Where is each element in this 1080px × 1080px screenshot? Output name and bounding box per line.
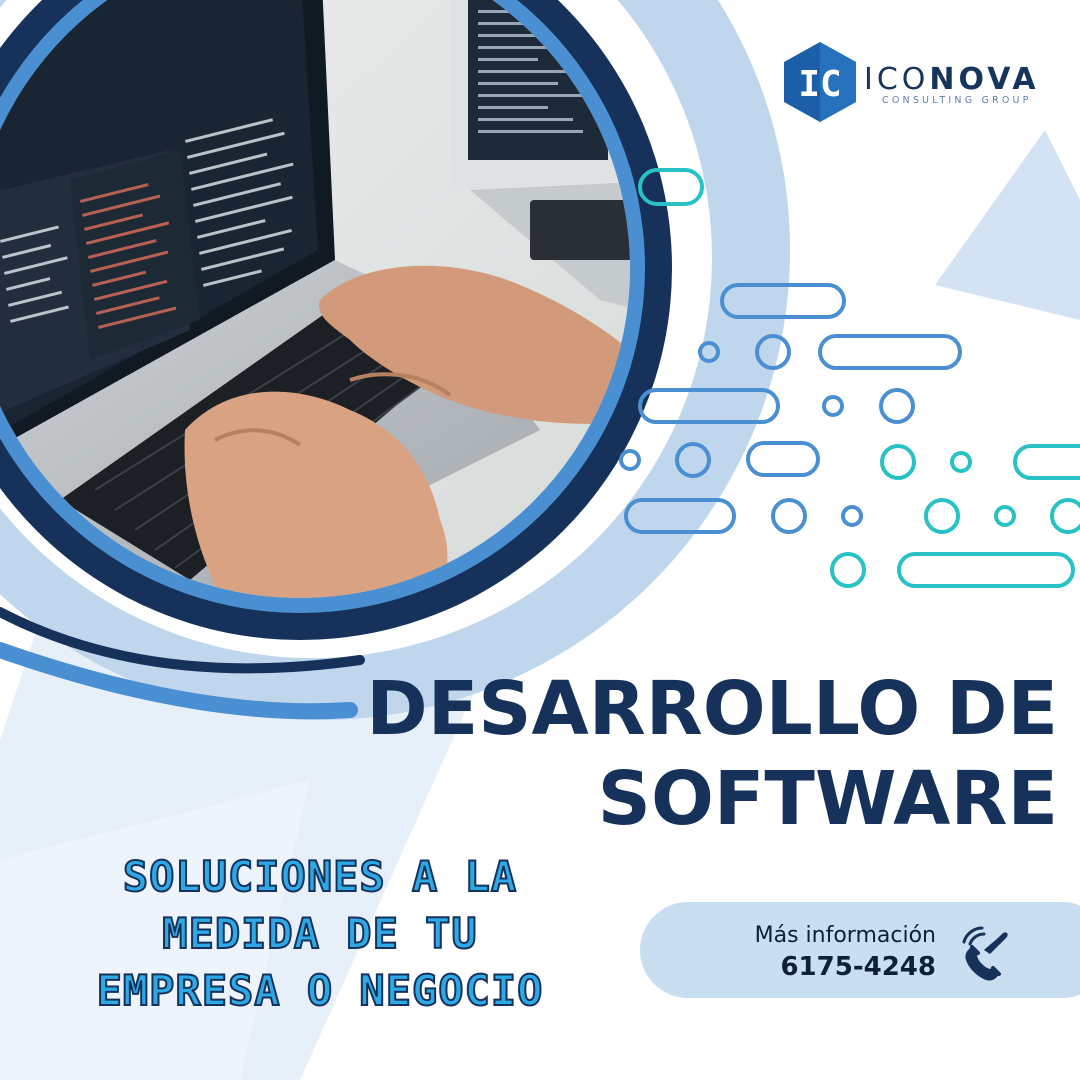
- brand-logo[interactable]: [778, 40, 1048, 130]
- contact-label: Más información: [754, 923, 936, 948]
- headline-line-1: DESARROLLO DE: [366, 666, 1058, 752]
- logo-hexagon-icon: [778, 40, 862, 124]
- phone-icon[interactable]: [954, 920, 1016, 982]
- logo-initials: IC: [798, 64, 842, 105]
- subheadline-line-1: SOLUCIONES A LA: [122, 852, 518, 901]
- subheadline-line-3: EMPRESA O NEGOCIO: [96, 966, 544, 1015]
- brand-tagline: CONSULTING GROUP: [882, 95, 1032, 106]
- bg-triangle-right: [935, 130, 1080, 320]
- brand-name: [864, 62, 1040, 97]
- subheadline: [40, 848, 600, 1019]
- contact-info: [652, 922, 936, 984]
- brand-name-light: ICO: [864, 62, 930, 97]
- headline-line-2: SOFTWARE: [597, 756, 1058, 842]
- subheadline-line-2: MEDIDA DE TU: [162, 909, 478, 958]
- headline: [358, 664, 1058, 844]
- brand-name-bold: NOVA: [929, 62, 1040, 97]
- contact-phone[interactable]: 6175-4248: [780, 952, 936, 982]
